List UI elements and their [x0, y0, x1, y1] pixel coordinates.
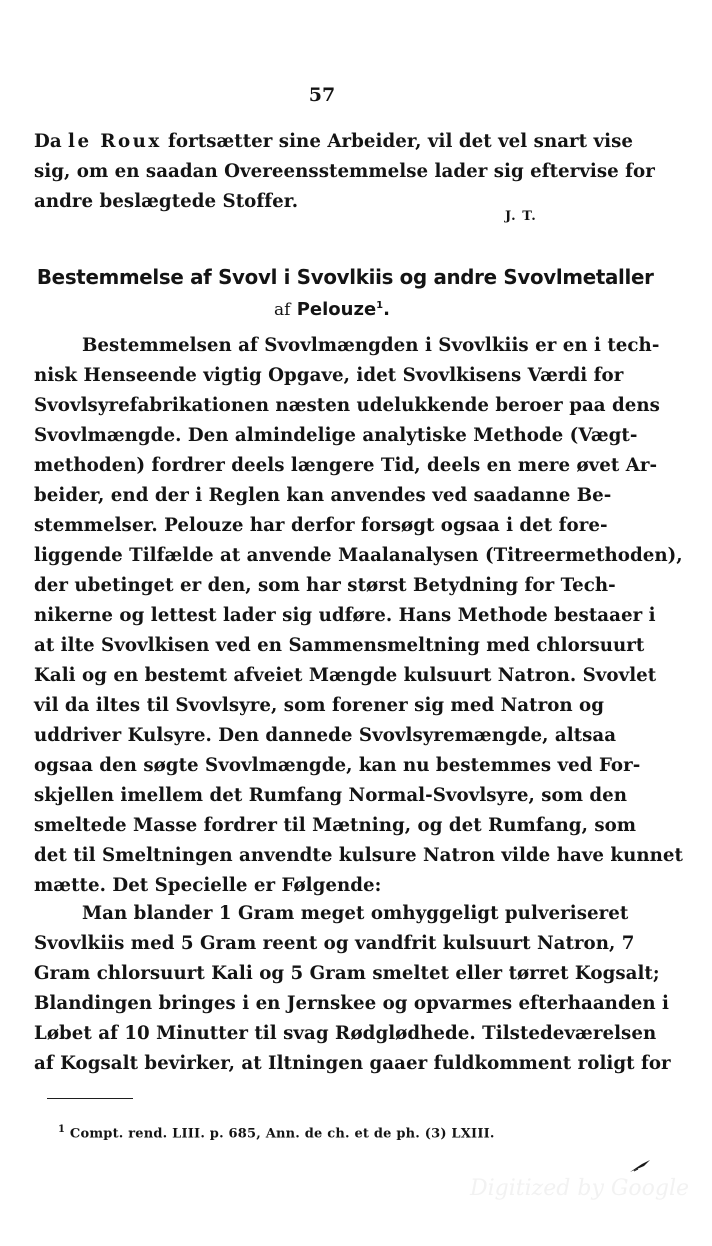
text-line: ogsaa den søgte Svovlmængde, kan nu bestemmes ved For-: [34, 755, 641, 776]
text-line: nisk Henseende vigtig Opgave, idet Svovlkisens Værdi for: [34, 365, 624, 386]
article-title: Bestemmelse af Svovl i Svovlkiis og andre Svovlmetaller: [36, 265, 654, 289]
watermark: Digitized by Google: [470, 1176, 690, 1201]
text-fragment: fortsætter sine Arbeider, vil det vel snart vise: [161, 131, 633, 152]
text-line: Svovlsyrefabrikationen næsten udelukkende beroer paa dens: [34, 395, 660, 416]
text-line: Svovlmængde. Den almindelige analytiske Methode (Vægt-: [34, 425, 638, 446]
text-line: vil da iltes til Svovlsyre, som forener sig med Natron og: [34, 695, 605, 716]
text-line: det til Smeltningen anvendte kulsure Natron vilde have kunnet: [34, 845, 683, 866]
text-line: liggende Tilfælde at anvende Maalanalysen (Titreermethoden),: [34, 545, 683, 566]
text-line: stemmelser. Pelouze har derfor forsøgt ogsaa i det fore-: [34, 515, 608, 536]
footnote-text: Compt. rend. LIII. p. 685, Ann. de ch. et de ph. (3) LXIII.: [69, 1126, 495, 1142]
byline-period: .: [383, 299, 390, 320]
paragraph-1: [34, 331, 683, 901]
footnote-marker: 1: [376, 300, 384, 311]
article-heading: [34, 262, 654, 324]
text-line: der ubetinget er den, som har størst Betydning for Tech-: [34, 575, 616, 596]
text-line: Blandingen bringes i en Jernskee og opvarmes efterhaanden i: [34, 993, 669, 1014]
author-name-le-roux: le Roux: [68, 131, 162, 152]
footnote-marker: 1: [58, 1124, 66, 1135]
text-line: andre beslægtede Stoffer.: [34, 191, 299, 212]
text-line: Bestemmelsen af Svovlmængden i Svovlkiis er en i tech-: [82, 335, 660, 356]
text-line: methoden) fordrer deels længere Tid, deels en mere øvet Ar-: [34, 455, 658, 476]
paragraph-2: [34, 899, 671, 1079]
article-byline: [34, 292, 612, 324]
page-number: 57: [308, 84, 336, 106]
text-line: [34, 127, 633, 157]
footnote: [58, 1124, 495, 1141]
text-line: Løbet af 10 Minutter til svag Rødglødhede. Tilstedeværelsen: [34, 1023, 657, 1044]
text-line: mætte. Det Specielle er Følgende:: [34, 875, 382, 896]
text-line: Gram chlorsuurt Kali og 5 Gram smeltet eller tørret Kogsalt;: [34, 963, 660, 984]
text-line: at ilte Svovlkisen ved en Sammensmeltning med chlorsuurt: [34, 635, 645, 656]
pen-mark-icon: [628, 1158, 652, 1174]
footnote-divider: [47, 1098, 133, 1099]
text-line: beider, end der i Reglen kan anvendes ved saadanne Be-: [34, 485, 612, 506]
text-line: sig, om en saadan Overeensstemmelse lader sig eftervise for: [34, 161, 655, 182]
byline-af: af: [274, 300, 291, 320]
text-line: af Kogsalt bevirker, at Iltningen gaaer fuldkomment roligt for: [34, 1053, 671, 1074]
text-line: Man blander 1 Gram meget omhyggeligt pulveriseret: [82, 903, 629, 924]
text-line: Svovlkiis med 5 Gram reent og vandfrit kulsuurt Natron, 7: [34, 933, 635, 954]
text-fragment: Da: [34, 131, 69, 152]
text-line: skjellen imellem det Rumfang Normal-Svovlsyre, som den: [34, 785, 628, 806]
text-line: Kali og en bestemt afveiet Mængde kulsuurt Natron. Svovlet: [34, 665, 657, 686]
text-line: nikerne og lettest lader sig udføre. Hans Methode bestaaer i: [34, 605, 656, 626]
author-initials: J. T.: [505, 209, 537, 224]
text-line: uddriver Kulsyre. Den dannede Svovlsyremængde, altsaa: [34, 725, 617, 746]
intro-paragraph: [34, 127, 655, 217]
text-line: smeltede Masse fordrer til Mætning, og det Rumfang, som: [34, 815, 637, 836]
byline-author: Pelouze: [296, 299, 377, 320]
